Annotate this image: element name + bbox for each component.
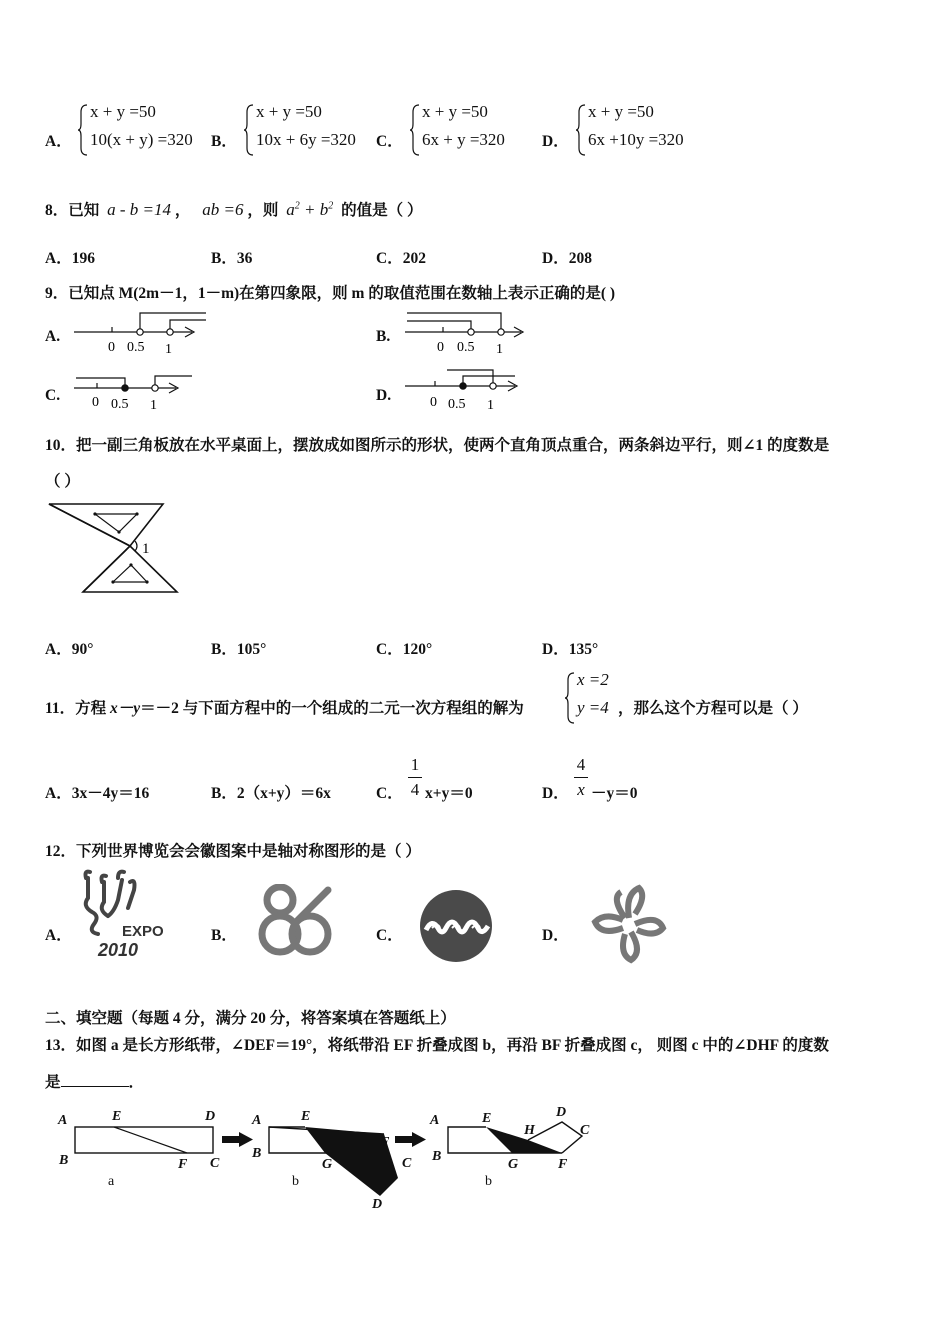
- q9-option-a-label: A.: [45, 328, 61, 345]
- q8-option-d: D．208: [542, 250, 592, 267]
- q13-fold-figure: [50, 1100, 610, 1210]
- svg-text:A: A: [252, 1113, 262, 1128]
- angle-label: 1: [142, 541, 150, 557]
- q12-option-c-label: C．: [376, 927, 403, 944]
- q7-option-c-label: C．: [376, 133, 403, 150]
- fraction-bar: [574, 777, 588, 778]
- q11-c-numerator: 1: [410, 755, 420, 774]
- q7-option-d-system: [576, 104, 716, 156]
- q10-option-a: A．90°: [45, 641, 94, 658]
- q7-option-a-label: A．: [45, 133, 72, 150]
- q8-option-c: C．202: [376, 250, 426, 267]
- q7-b-eq1: x + y =50: [256, 102, 322, 121]
- svg-text:A: A: [58, 1113, 68, 1128]
- q9-number-line-d: [403, 366, 543, 416]
- q12-option-d-label: D．: [542, 927, 569, 944]
- svg-text:E: E: [482, 1111, 492, 1126]
- q7-option-d-label: D．: [542, 133, 569, 150]
- svg-text:G: G: [508, 1157, 519, 1172]
- expo-logo-year: 2010: [98, 940, 139, 960]
- q7-option-b-system: [244, 104, 384, 156]
- q8-option-a: A．196: [45, 250, 95, 267]
- q11-option-c-rest: x+y＝0: [425, 785, 473, 802]
- q13-stem: 13．如图 a 是长方形纸带，∠DEF＝19°，将纸带沿 EF 折叠成图 b，再沿 BF 折叠成图 c， 则图 c 中的∠DHF 的度数: [45, 1037, 829, 1054]
- q13-stem-line2: 是 ．: [45, 1074, 145, 1091]
- q11-option-b: B．2（x+y）＝6x: [211, 785, 331, 802]
- tick-label: 1: [150, 398, 157, 413]
- svg-text:a: a: [108, 1174, 115, 1189]
- tick-label: 0: [437, 340, 444, 355]
- question-8: [45, 198, 423, 220]
- q9-option-c-label: C.: [45, 387, 61, 404]
- q12-option-a-label: A．: [45, 927, 72, 944]
- q11-sol1: x =2: [577, 670, 609, 689]
- q9-number-line-c: [72, 366, 212, 416]
- q7-c-eq1: x + y =50: [422, 102, 488, 121]
- brace-icon: [565, 672, 575, 724]
- tick-label: 0: [92, 395, 99, 410]
- q7-a-eq2: 10(x + y) =320: [90, 130, 193, 149]
- tick-label: 0.5: [448, 397, 466, 412]
- tick-label: 0.5: [111, 397, 129, 412]
- q9-stem: 9．已知点 M(2m－1，1－m)在第四象限，则 m 的取值范围在数轴上表示正确的是( ): [45, 285, 616, 302]
- q10-stem: 10．把一副三角板放在水平桌面上，摆放成如图所示的形状，使两个直角顶点重合，两条斜边平行，则∠1 的度数是: [45, 437, 830, 454]
- svg-text:B: B: [252, 1146, 262, 1161]
- q11-option-d-label: D．: [542, 785, 569, 802]
- tick-label: 1: [165, 342, 172, 357]
- tick-label: 1: [496, 342, 503, 357]
- svg-text:C: C: [210, 1156, 220, 1171]
- svg-text:E: E: [112, 1109, 122, 1124]
- svg-text:B: B: [59, 1153, 69, 1168]
- q9-option-b-label: B.: [376, 328, 391, 345]
- q7-b-eq2: 10x + 6y =320: [256, 130, 356, 149]
- q10-option-b: B．105°: [211, 641, 267, 658]
- q10-option-c: C．120°: [376, 641, 433, 658]
- svg-text:F: F: [558, 1157, 568, 1172]
- wave-logo-icon: [418, 888, 494, 964]
- flower-logo-icon: [588, 880, 670, 968]
- q7-a-eq1: x + y =50: [90, 102, 156, 121]
- q8-suffix: 的值是（ ）: [341, 202, 423, 219]
- expo-2010-logo-icon: [78, 868, 173, 960]
- svg-text:H: H: [524, 1123, 535, 1138]
- svg-text:F: F: [380, 1135, 390, 1150]
- q10-triangle-figure: [45, 498, 185, 600]
- brace-icon: [576, 104, 586, 156]
- q11-stem: 11．方程 x－y＝－2 与下面方程中的一个组成的二元一次方程组的解为: [45, 700, 524, 717]
- q8-option-b: B．36: [211, 250, 253, 267]
- q11-d-numerator: 4: [576, 755, 586, 774]
- q11-sol2: y =4: [577, 698, 609, 717]
- brace-icon: [244, 104, 254, 156]
- tick-label: 0.5: [457, 340, 475, 355]
- brace-icon: [410, 104, 420, 156]
- q7-d-eq2: 6x +10y =320: [588, 130, 684, 149]
- logo-86-icon: [258, 884, 338, 962]
- q11-option-c-label: C．: [376, 785, 403, 802]
- tick-label: 1: [487, 398, 494, 413]
- brace-icon: [78, 104, 88, 156]
- q11-stem-post: ，那么这个方程可以是（ ）: [618, 700, 808, 717]
- q11-c-denominator: 4: [410, 780, 420, 799]
- q7-option-a-system: [78, 104, 218, 156]
- q7-option-c-system: [410, 104, 540, 156]
- q9-option-d-label: D.: [376, 387, 392, 404]
- q7-option-b-label: B．: [211, 133, 237, 150]
- expo-logo-text: EXPO: [122, 923, 164, 940]
- svg-text:A: A: [430, 1113, 440, 1128]
- q9-number-line-b: [403, 308, 543, 358]
- section-2-title: 二、填空题（每题 4 分，满分 20 分，将答案填在答题纸上）: [45, 1010, 456, 1027]
- q8-expr2: ab =6: [202, 200, 244, 219]
- tick-label: 0: [108, 340, 115, 355]
- q8-expr1: a - b =14: [107, 200, 172, 219]
- q12-option-b-label: B．: [211, 927, 237, 944]
- q11-option-a: A．3x－4y＝16: [45, 785, 150, 802]
- svg-text:C: C: [580, 1123, 590, 1138]
- q12-stem: 12．下列世界博览会会徽图案中是轴对称图形的是（ ）: [45, 843, 421, 860]
- q8-prefix: 8．已知: [45, 202, 100, 219]
- tick-label: 0.5: [127, 340, 145, 355]
- svg-text:F: F: [178, 1157, 188, 1172]
- svg-text:b: b: [292, 1174, 299, 1189]
- q8-mid: ，则: [247, 202, 279, 219]
- svg-text:D: D: [372, 1197, 383, 1210]
- fraction-bar: [408, 777, 422, 778]
- answer-blank[interactable]: [61, 1072, 129, 1087]
- svg-text:D: D: [556, 1105, 567, 1120]
- q11-option-d-rest: －y＝0: [591, 785, 638, 802]
- q9-number-line-a: [72, 308, 212, 358]
- svg-text:D: D: [205, 1109, 216, 1124]
- svg-text:G: G: [322, 1157, 333, 1172]
- tick-label: 0: [430, 395, 437, 410]
- q10-paren: （ ）: [45, 473, 80, 490]
- q8-comma: ，: [174, 202, 191, 219]
- svg-text:E: E: [301, 1109, 311, 1124]
- svg-text:C: C: [402, 1156, 412, 1171]
- q7-c-eq2: 6x + y =320: [422, 130, 505, 149]
- q11-d-denominator: x: [577, 780, 585, 799]
- q7-d-eq1: x + y =50: [588, 102, 654, 121]
- svg-text:b: b: [485, 1174, 492, 1189]
- q8-expr3: $a^2 + b^2$: [286, 200, 334, 219]
- svg-text:B: B: [432, 1149, 442, 1164]
- q10-option-d: D．135°: [542, 641, 599, 658]
